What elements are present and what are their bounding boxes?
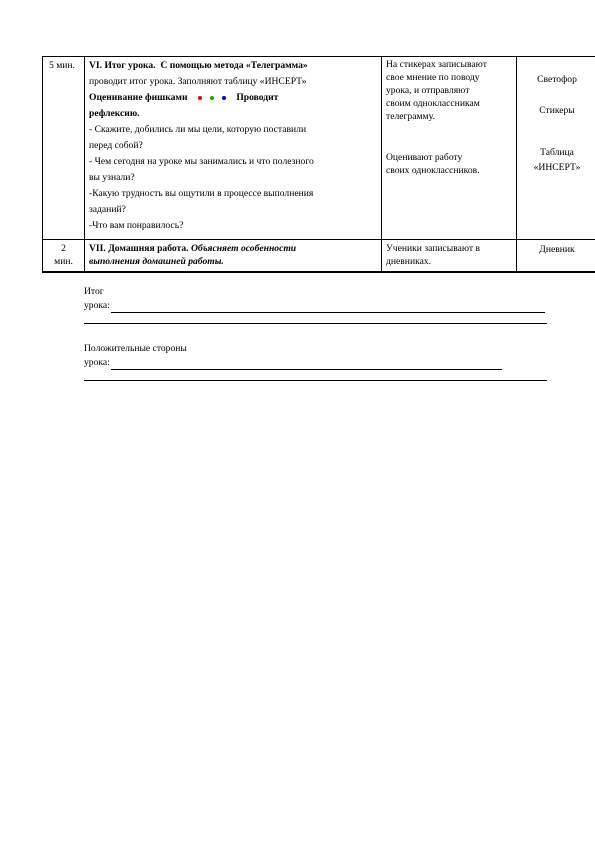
student-line: своим одноклассникам	[386, 98, 480, 109]
student-line: Оценивают работу	[386, 152, 463, 163]
time-cell	[43, 240, 85, 273]
summary-rule	[84, 323, 547, 324]
resources-cell	[517, 240, 595, 273]
stage-method: С помощью метода «Телеграмма»	[160, 60, 308, 71]
summary-label-2: урока:	[84, 300, 110, 311]
table-row	[43, 57, 595, 240]
positive-label-2: урока:	[84, 357, 110, 368]
red-chip-icon	[198, 96, 202, 100]
positive-rule	[84, 380, 547, 381]
eval-label: Оценивание фишками	[89, 92, 188, 103]
time-unit: мин.	[54, 256, 73, 267]
student-activity-cell	[382, 57, 517, 240]
time-number: 2	[61, 243, 66, 254]
resources-cell	[517, 57, 595, 240]
summary-fill-line	[111, 302, 545, 313]
student-text: дневниках.	[386, 256, 432, 267]
student-line: На стикерах записывают	[386, 59, 487, 70]
green-chip-icon	[210, 96, 214, 100]
student-text: Ученики записывают в	[386, 243, 481, 254]
student-text-2	[386, 151, 512, 177]
table-row	[43, 240, 595, 273]
teacher-activity-cell	[85, 240, 382, 273]
question-line: -Какую трудность вы ощутили в процессе выполнения	[89, 188, 314, 199]
question-line: - Скажите, добились ли мы цели, которую поставили	[89, 124, 307, 135]
question-line: - Чем сегодня на уроке мы занимались и что полезного	[89, 156, 314, 167]
stage-description-2: выполнения домашней работы.	[89, 256, 224, 267]
stage-description: Объясняет особенности	[190, 243, 297, 254]
color-chips	[194, 90, 230, 106]
question-list	[89, 122, 377, 234]
blue-chip-icon	[222, 96, 226, 100]
student-line: своих одноклассников.	[386, 165, 480, 176]
student-text-1	[386, 58, 512, 123]
stage-line: проводит итог урока. Заполняют таблицу «ИНСЕРТ»	[89, 76, 307, 87]
resource-item: «ИНСЕРТ»	[533, 162, 581, 173]
student-activity-cell	[382, 240, 517, 273]
positive-sides-block	[84, 342, 546, 370]
resource-item: Светофор	[537, 74, 577, 85]
lesson-plan-table	[42, 56, 595, 273]
summary-label: Итог	[84, 286, 104, 297]
stage-title: VI. Итог урока.	[89, 60, 156, 71]
question-line: заданий?	[89, 204, 126, 215]
resource-item: Стикеры	[539, 105, 575, 116]
reflex-label: Проводит	[236, 92, 279, 103]
question-line: вы узнали?	[89, 172, 135, 183]
question-line: перед собой?	[89, 140, 143, 151]
lesson-summary-block	[84, 285, 546, 313]
positive-fill-line	[111, 359, 502, 370]
question-line: -Что вам понравилось?	[89, 220, 184, 231]
student-line: свое мнение по поводу	[386, 72, 480, 83]
time-cell: 5 мин.	[43, 57, 85, 240]
reflex-label-2: рефлексию.	[89, 108, 140, 119]
student-line: урока, и отправляют	[386, 85, 470, 96]
resource-item: Таблица	[540, 147, 574, 158]
student-line: телеграмму.	[386, 111, 435, 122]
teacher-activity-cell	[85, 57, 382, 240]
stage-title: VII. Домашняя работа.	[89, 243, 189, 254]
resource-item: Дневник	[539, 244, 575, 255]
positive-label: Положительные стороны	[84, 343, 187, 354]
